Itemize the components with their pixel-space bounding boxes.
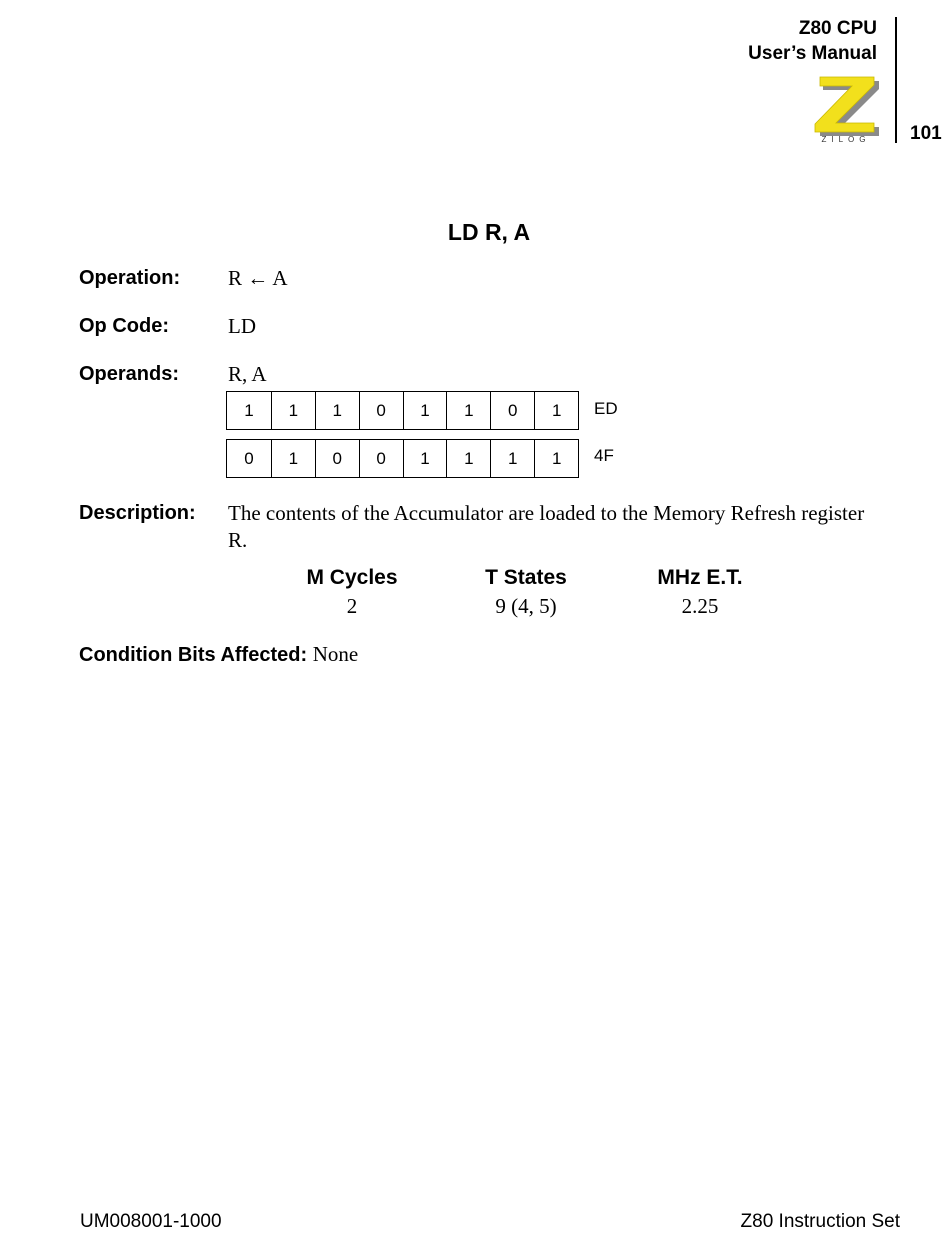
operands-value: R, A xyxy=(228,362,267,386)
condition-bits-line xyxy=(79,642,358,667)
condition-bits-value: None xyxy=(312,642,359,666)
opcode-label: Op Code: xyxy=(79,315,169,337)
operands-label: Operands: xyxy=(79,363,180,385)
footer-section-title: Z80 Instruction Set xyxy=(740,1211,900,1232)
opcode-bit: 1 xyxy=(446,440,490,477)
condition-bits-label: Condition Bits Affected: xyxy=(79,644,308,666)
opcode-bit: 1 xyxy=(534,440,578,477)
t-states-value: 9 (4, 5) xyxy=(495,594,557,618)
footer-doc-number: UM008001-1000 xyxy=(80,1211,222,1232)
opcode-bit: 1 xyxy=(490,440,534,477)
logo-text: ZILOG xyxy=(821,135,871,144)
opcode-bit: 1 xyxy=(271,392,315,429)
opcode-bit: 0 xyxy=(490,392,534,429)
zilog-logo xyxy=(810,72,880,144)
opcode-bit: 1 xyxy=(403,440,447,477)
opcode-bit: 0 xyxy=(315,440,359,477)
mhz-value: 2.25 xyxy=(681,594,719,618)
operation-value: R ← A xyxy=(228,266,288,290)
m-cycles-value: 2 xyxy=(346,594,358,618)
t-states-header: T States xyxy=(485,566,567,589)
opcode-bit: 1 xyxy=(446,392,490,429)
header-divider xyxy=(895,17,897,143)
instruction-title: LD R, A xyxy=(447,219,531,245)
opcode-bit: 1 xyxy=(271,440,315,477)
opcode-byte2-hex: 4F xyxy=(594,446,614,465)
opcode-bit: 0 xyxy=(244,448,254,468)
manual-title-line2: User’s Manual xyxy=(748,43,877,64)
opcode-byte2-bits xyxy=(226,439,579,478)
opcode-byte1-bits xyxy=(226,391,579,430)
operation-label: Operation: xyxy=(79,267,181,289)
description-label: Description: xyxy=(79,502,196,524)
opcode-bit: 1 xyxy=(315,392,359,429)
manual-title-line1: Z80 CPU xyxy=(798,18,877,39)
mhz-header: MHz E.T. xyxy=(657,566,743,589)
m-cycles-header: M Cycles xyxy=(306,566,398,589)
opcode-bit: 1 xyxy=(244,400,254,420)
description-text: The contents of the Accumulator are loaded to the Memory Refresh register R. xyxy=(228,501,865,552)
opcode-byte1-hex: ED xyxy=(594,399,618,418)
opcode-value: LD xyxy=(228,314,256,338)
opcode-bit: 0 xyxy=(359,440,403,477)
manual-title xyxy=(748,16,877,66)
page-number: 101 xyxy=(910,123,942,144)
opcode-bit: 0 xyxy=(359,392,403,429)
opcode-bit: 1 xyxy=(403,392,447,429)
opcode-bit: 1 xyxy=(534,392,578,429)
